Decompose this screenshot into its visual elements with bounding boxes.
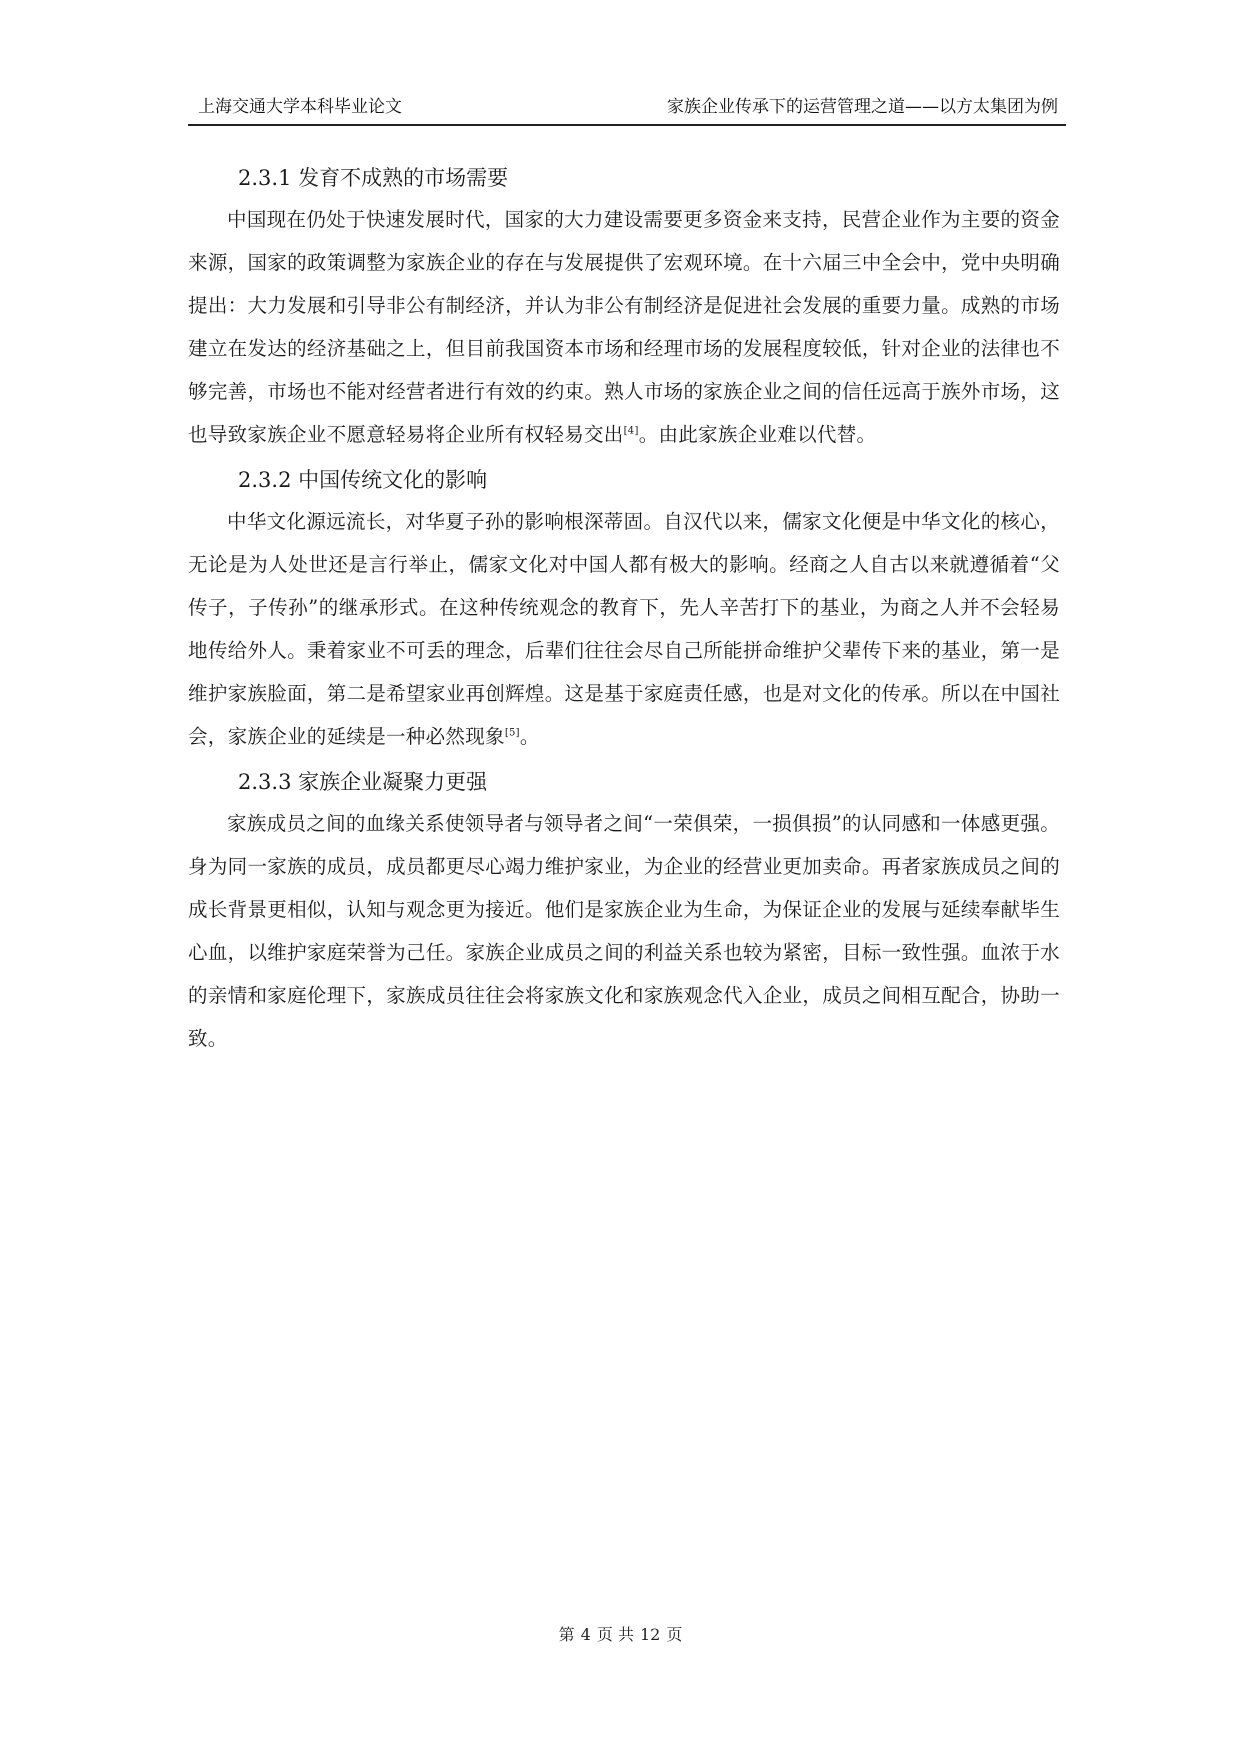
- section-heading: 2.3.2 中国传统文化的影响: [238, 468, 488, 492]
- section-paragraph: [188, 198, 1060, 456]
- section-heading: 2.3.3 家族企业凝聚力更强: [238, 770, 488, 794]
- section-2-3-1: [188, 158, 1060, 456]
- footer-page-number: 4: [580, 1625, 591, 1644]
- section-paragraph: [188, 500, 1060, 758]
- citation-ref[interactable]: [4]: [623, 425, 639, 437]
- page-footer: [0, 1622, 1241, 1645]
- footer-middle: 页 共: [596, 1625, 634, 1644]
- section-heading: 2.3.1 发育不成熟的市场需要: [238, 166, 509, 190]
- section-paragraph: [188, 802, 1060, 1060]
- paragraph-tail: 。由此家族企业难以代替。: [638, 423, 877, 446]
- paragraph-text: 家族成员之间的血缘关系使领导者与领导者之间“一荣俱荣，一损俱损”的认同感和一体感更强。身为同一家族的成员，成员都更尽心竭力维护家业，为企业的经营业更加卖命。再者家族成员之间的成长背景更相似，认知与观念更为接近。他们是家族企业为生命，为保证企业的发展与延续奉献毕生心血，以维护家庭荣誉为己任。家族企业成员之间的利益关系也较为紧密，目标一致性强。血浓于水的亲情和家庭伦理下，家族成员往往会将家族文化和家族观念代入企业，成员之间相互配合，协助一致。: [188, 812, 1060, 1050]
- footer-suffix: 页: [666, 1625, 683, 1644]
- section-2-3-2: [188, 460, 1060, 758]
- page-header: [188, 84, 1066, 126]
- paragraph-text: 中国现在仍处于快速发展时代，国家的大力建设需要更多资金来支持，民营企业作为主要的资金来源，国家的政策调整为家族企业的存在与发展提供了宏观环境。在十六届三中全会中，党中央明确提出：大力发展和引导非公有制经济，并认为非公有制经济是促进社会发展的重要力量。成熟的市场建立在发达的经济基础之上，但目前我国资本市场和经理市场的发展程度较低，针对企业的法律也不够完善，市场也不能对经营者进行有效的约束。熟人市场的家族企业之间的信任远高于族外市场，这也导致家族企业不愿意轻易将企业所有权轻易交出: [188, 208, 1060, 446]
- header-thesis-title: 家族企业传承下的运营管理之道——以方太集团为例: [667, 97, 1058, 117]
- header-university-title: 上海交通大学本科毕业论文: [198, 97, 402, 117]
- citation-ref[interactable]: [5]: [504, 727, 520, 739]
- section-2-3-3: [188, 762, 1060, 1060]
- page-body: [188, 158, 1060, 1064]
- footer-total-pages: 12: [639, 1625, 661, 1644]
- footer-prefix: 第: [558, 1625, 575, 1644]
- paragraph-tail: 。: [519, 725, 540, 748]
- paragraph-text: 中华文化源远流长，对华夏子孙的影响根深蒂固。自汉代以来，儒家文化便是中华文化的核心，无论是为人处世还是言行举止，儒家文化对中国人都有极大的影响。经商之人自古以来就遵循着“父传子，子传孙”的继承形式。在这种传统观念的教育下，先人辛苦打下的基业，为商之人并不会轻易地传给外人。秉着家业不可丢的理念，后辈们往往会尽自己所能拼命维护父辈传下来的基业，第一是维护家族脸面，第二是希望家业再创辉煌。这是基于家庭责任感，也是对文化的传承。所以在中国社会，家族企业的延续是一种必然现象: [188, 510, 1060, 748]
